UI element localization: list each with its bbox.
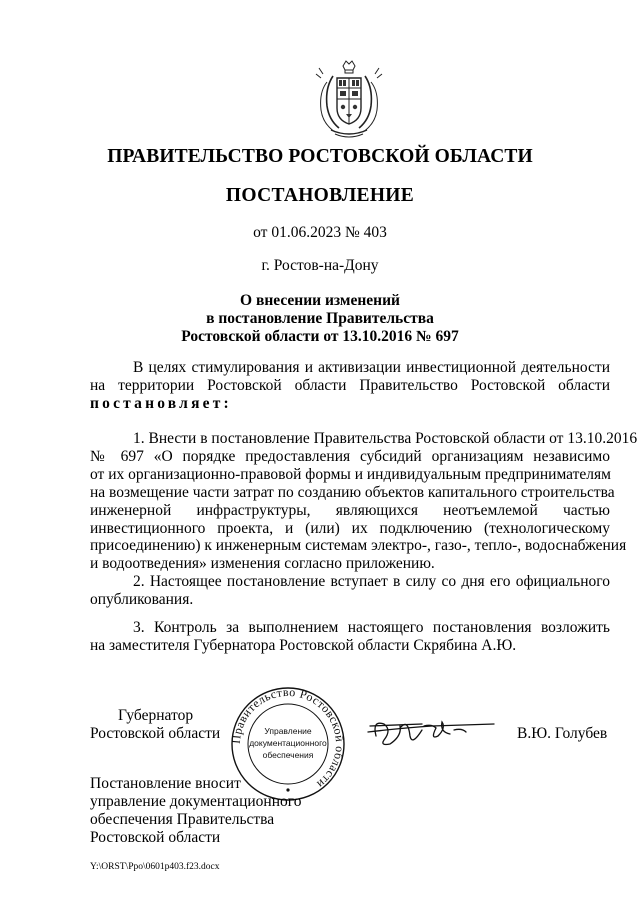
submitted-by-line: обеспечения Правительства [90, 810, 275, 828]
item-line: инвестиционного проекта, и (или) их подключению (технологическому [90, 519, 610, 537]
submitted-by-line: Постановление вносит [90, 775, 241, 792]
item-line: № 697 «О порядке предоставления субсидий организациям независимо [90, 447, 610, 465]
item-line: и водоотведения» изменения согласно приложению. [90, 555, 435, 573]
document-type: ПОСТАНОВЛЕНИЕ [225, 185, 415, 206]
signer-title-line1: Губернатор [118, 707, 194, 724]
item-line: 3. Контроль за выполнением настоящего постановления возложить [133, 619, 610, 636]
stamp-inner-line: Управление [264, 726, 312, 736]
signer-title-line2: Ростовской области [90, 725, 221, 742]
item-3 [90, 619, 610, 655]
government-title: ПРАВИТЕЛЬСТВО РОСТОВСКОЙ ОБЛАСТИ [107, 146, 533, 167]
coat-of-arms-icon [313, 58, 385, 140]
item-line: присоединению) к инженерным системам электро-, газо-, тепло-, водоснабжения [90, 537, 627, 555]
item-line: 2. Настоящее постановление вступает в силу со дня его официального [133, 573, 610, 590]
item-line: инженерной инфраструктуры, являющихся неотъемлемой частью [90, 501, 610, 519]
handwritten-signature [362, 706, 498, 756]
submitted-by [90, 775, 301, 847]
item-line: 1. Внести в постановление Правительства Ростовской области от 13.10.2016 [133, 430, 638, 447]
document-subject [0, 292, 640, 346]
subject-line: в постановление Правительства [206, 310, 434, 327]
preamble [90, 359, 610, 413]
item-2 [90, 573, 610, 609]
resolve-word: постановляет: [90, 394, 232, 412]
document-date-number: от 01.06.2023 № 403 [253, 224, 387, 241]
item-1 [90, 430, 638, 573]
item-line: опубликования. [90, 590, 194, 608]
signer-name: В.Ю. Голубев [517, 725, 608, 742]
item-line: на возмещение части затрат по созданию объектов капитального строительства [90, 483, 615, 501]
submitted-by-line: Ростовской области [90, 828, 221, 846]
stamp-inner-line: обеспечения [262, 750, 314, 760]
item-line: на заместителя Губернатора Ростовской области Скрябина А.Ю. [90, 636, 517, 654]
item-line: от их организационно-правовой формы и индивидуальным предпринимателям [90, 465, 611, 483]
submitted-by-line: управление документационного [90, 792, 302, 810]
subject-line: Ростовской области от 13.10.2016 № 697 [181, 328, 459, 345]
document-city: г. Ростов-на-Дону [261, 257, 379, 274]
stamp-inner-line: документационного [249, 738, 327, 748]
preamble-line: на территории Ростовской области Правительство Ростовской области [90, 376, 610, 394]
stamp-ring-text: Правительство Ростовской области [228, 686, 348, 792]
file-path: Y:\ORST\Ppo\0601p403.f23.docx [90, 862, 220, 872]
subject-line: О внесении изменений [240, 292, 400, 309]
preamble-line: В целях стимулирования и активизации инвестиционной деятельности [133, 359, 610, 376]
